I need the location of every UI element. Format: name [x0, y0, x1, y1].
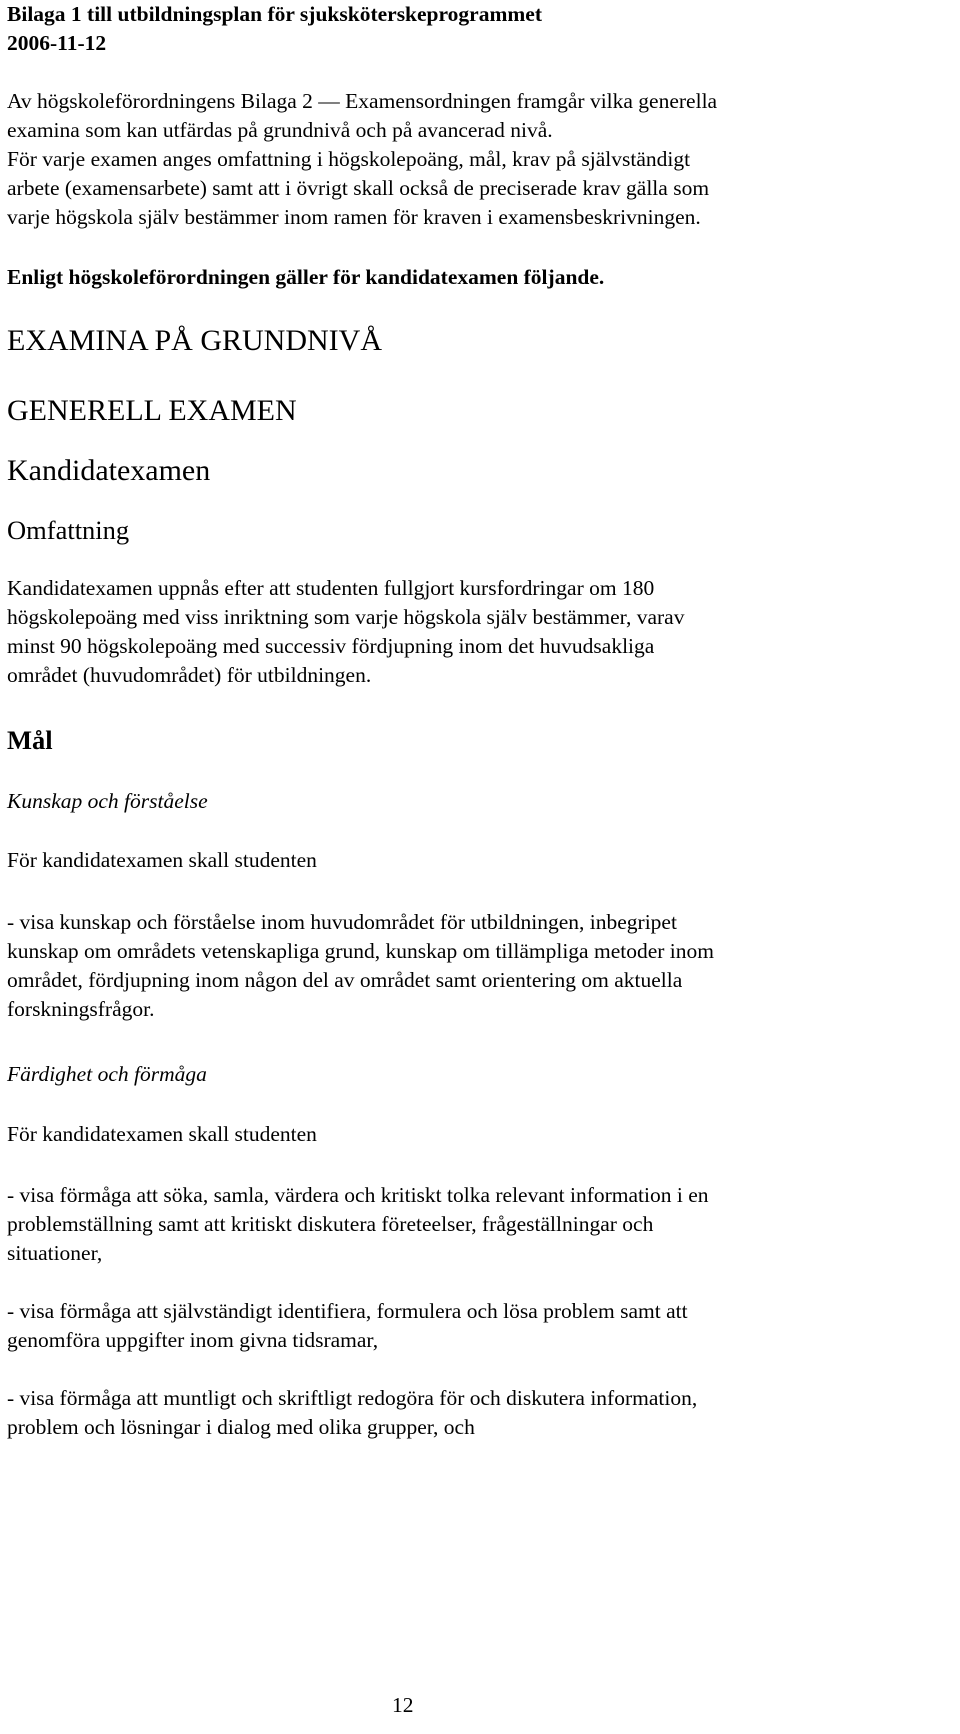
skills-line: - visa förmåga att muntligt och skriftligt redogöra för och diskutera information,	[7, 1386, 698, 1410]
scope-line: högskolepoäng med viss inriktning som varje högskola själv bestämmer, varav	[7, 605, 685, 629]
subheading-skills: Färdighet och förmåga	[7, 1062, 207, 1086]
heading-general-exam: GENERELL EXAMEN	[7, 394, 297, 427]
scope-line: minst 90 högskolepoäng med successiv fördjupning inom det huvudsakliga	[7, 634, 655, 658]
skills-lead: För kandidatexamen skall studenten	[7, 1122, 317, 1146]
intro-line: arbete (examensarbete) samt att i övrigt skall också de preciserade krav gälla som	[7, 176, 710, 200]
heading-goals: Mål	[7, 725, 53, 755]
intro-line: varje högskola själv bestämmer inom ramen för kraven i examensbeskrivningen.	[7, 205, 701, 229]
skills-line: problem och lösningar i dialog med olika grupper, och	[7, 1415, 475, 1439]
skills-item	[7, 1181, 709, 1268]
intro-paragraph	[7, 87, 717, 232]
scope-line: området (huvudområdet) för utbildningen.	[7, 663, 372, 687]
intro-line: För varje examen anges omfattning i högskolepoäng, mål, krav på självständigt	[7, 147, 691, 171]
skills-line: genomföra uppgifter inom givna tidsramar,	[7, 1328, 379, 1352]
heading-level: EXAMINA PÅ GRUNDNIVÅ	[7, 324, 382, 357]
intro-emphasis: Enligt högskoleförordningen gäller för kandidatexamen följande.	[7, 265, 605, 289]
document-header	[7, 0, 542, 58]
knowledge-line: forskningsfrågor.	[7, 997, 155, 1021]
knowledge-line: området, fördjupning inom någon del av området samt orientering om aktuella	[7, 968, 683, 992]
knowledge-line: kunskap om områdets vetenskapliga grund, kunskap om tillämpliga metoder inom	[7, 939, 714, 963]
heading-degree: Kandidatexamen	[7, 454, 211, 487]
subheading-knowledge: Kunskap och förståelse	[7, 789, 208, 813]
skills-line: problemställning samt att kritiskt diskutera företeelser, frågeställningar och	[7, 1212, 654, 1236]
page-number: 12	[392, 1693, 414, 1717]
scope-line: Kandidatexamen uppnås efter att studenten fullgjort kursfordringar om 180	[7, 576, 655, 600]
skills-item	[7, 1297, 688, 1355]
document-date: 2006-11-12	[7, 31, 107, 55]
knowledge-line: - visa kunskap och förståelse inom huvudområdet för utbildningen, inbegripet	[7, 910, 677, 934]
document-title: Bilaga 1 till utbildningsplan för sjuksköterskeprogrammet	[7, 2, 542, 26]
knowledge-item	[7, 908, 714, 1024]
intro-line: Av högskoleförordningens Bilaga 2 — Examensordningen framgår vilka generella	[7, 89, 718, 113]
heading-scope: Omfattning	[7, 515, 130, 545]
skills-line: situationer,	[7, 1241, 103, 1265]
knowledge-lead: För kandidatexamen skall studenten	[7, 848, 317, 872]
scope-paragraph	[7, 574, 684, 690]
skills-line: - visa förmåga att söka, samla, värdera och kritiskt tolka relevant information i en	[7, 1183, 709, 1207]
skills-item	[7, 1384, 697, 1442]
intro-line: examina som kan utfärdas på grundnivå och på avancerad nivå.	[7, 118, 553, 142]
skills-line: - visa förmåga att självständigt identifiera, formulera och lösa problem samt att	[7, 1299, 688, 1323]
